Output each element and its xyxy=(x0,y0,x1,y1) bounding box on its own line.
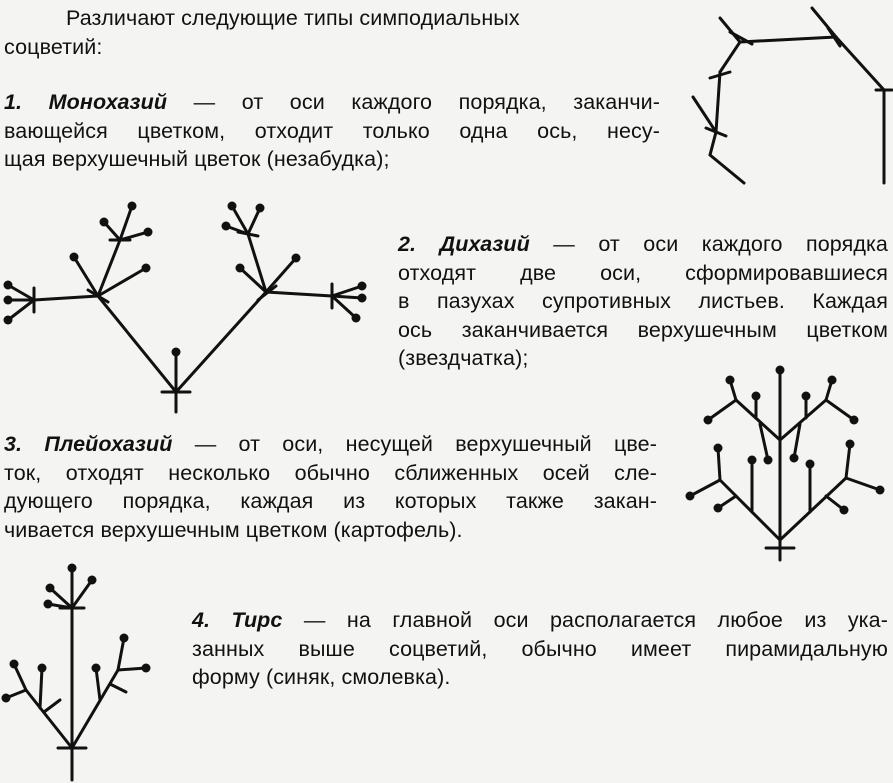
section-1-term: 1. Монохазий xyxy=(4,90,168,114)
section-dichasium xyxy=(398,230,888,373)
section-3-line-3: дующего порядка, каждая из которых также закан- xyxy=(4,489,657,513)
section-2-line-3: в пазухах супротивных листьев. Каждая xyxy=(398,289,888,313)
dichasium-axes xyxy=(8,206,362,412)
section-2-term: 2. Дихазий xyxy=(398,232,530,256)
section-2-line-4: ось заканчивается верхушечным цветком xyxy=(398,317,888,342)
intro-text xyxy=(4,4,659,61)
dichasium-flowers xyxy=(4,202,367,357)
section-2-line-1: 2. Дихазий — от оси каждого порядка xyxy=(398,232,888,256)
section-3-line-1: 3. Плейохазий — от оси, несущей верхушечный цве- xyxy=(4,432,657,456)
section-thyrse xyxy=(192,606,888,692)
thyrse-axes xyxy=(6,568,146,780)
section-pleiochasium xyxy=(4,430,657,544)
section-3-term: 3. Плейохазий xyxy=(4,432,173,456)
section-4-line-3: форму (синяк, смолевка). xyxy=(192,665,451,689)
section-1-line-3: щая верхушечный цветок (незабудка); xyxy=(4,147,390,171)
intro-line-2: соцветий: xyxy=(4,34,103,59)
intro-line-1: Различают следующие типы симподиальных xyxy=(66,6,520,30)
pleiochasium-flowers xyxy=(686,366,885,515)
section-monochasium xyxy=(4,88,660,174)
section-1-line-2: вающейся цветком, отходит только одна ось, несу- xyxy=(4,118,660,143)
section-4-line-2: занных выше соцветий, обычно имеет пирамидальную xyxy=(192,636,888,661)
section-4-line-1: 4. Тирс — на главной оси располагается любое из ука- xyxy=(192,608,888,632)
monochasium-axes xyxy=(693,8,892,183)
section-3-line-4: чивается верхушечным цветком (картофель). xyxy=(4,517,463,542)
section-1-line-1: 1. Монохазий — от оси каждого порядка, заканчи- xyxy=(4,90,660,114)
section-3-line-2: ток, отходят несколько обычно сближенных осей сле- xyxy=(4,460,657,485)
section-2-line-2: отходят две оси, сформировавшиеся xyxy=(398,260,888,285)
section-2-line-5: (звездчатка); xyxy=(398,346,529,370)
pleiochasium-axes xyxy=(690,370,880,560)
thyrse-flowers xyxy=(2,564,151,703)
section-4-term: 4. Тирс xyxy=(192,608,283,632)
